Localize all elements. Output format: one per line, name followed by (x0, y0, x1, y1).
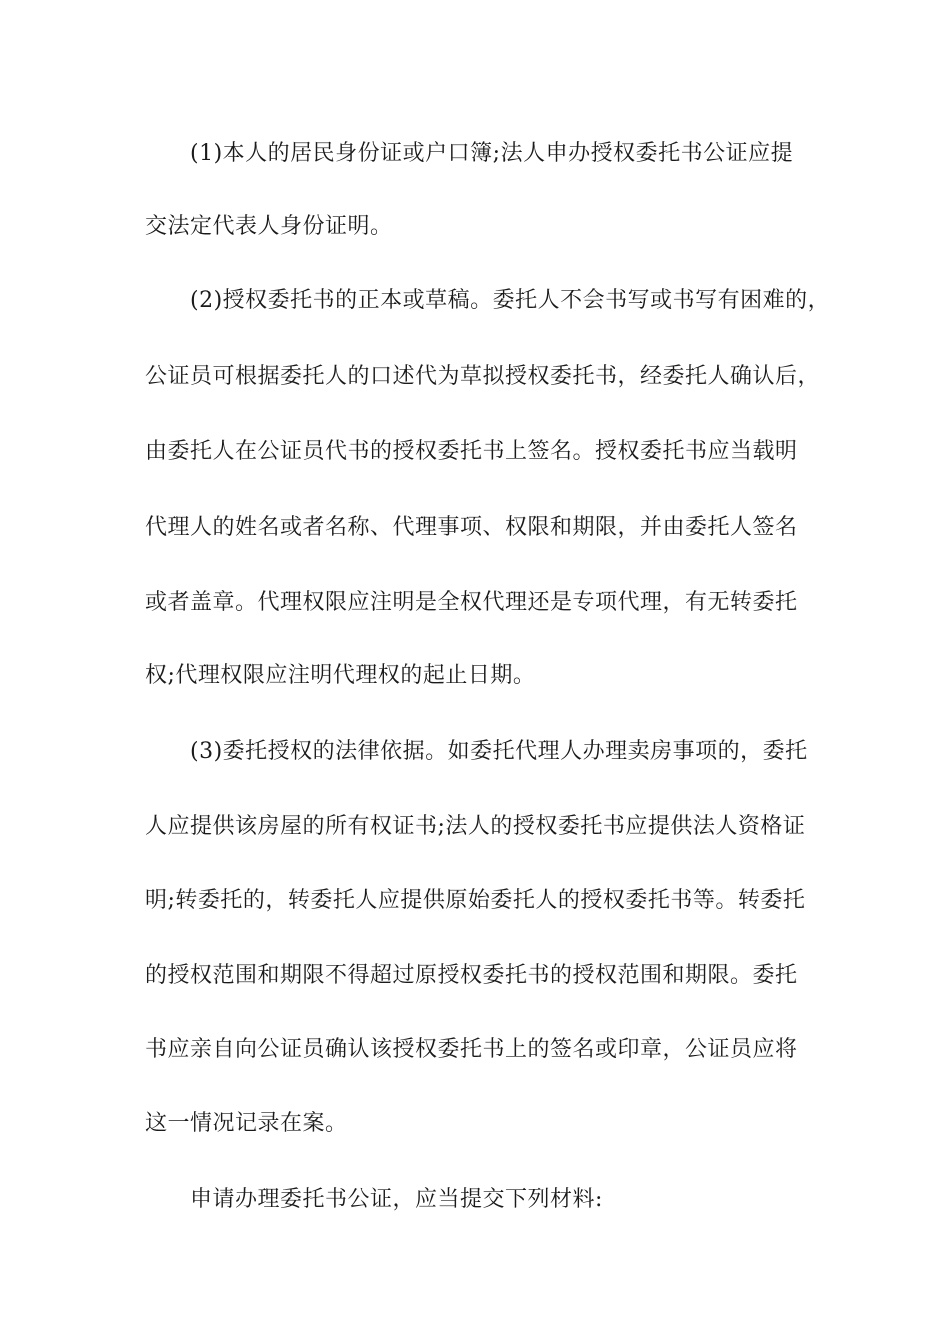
paragraph-4-line-1: 申请办理委托书公证，应当提交下列材料: (190, 1187, 603, 1212)
paragraph-1-line-2: 交法定代表人身份证明。 (145, 214, 393, 239)
paragraph-2-line-5: 或者盖章。代理权限应注明是全权代理还是专项代理，有无转委托 (145, 590, 798, 615)
paragraph-3-line-1: (3)委托授权的法律依据。如委托代理人办理卖房事项的，委托 (190, 739, 808, 764)
paragraph-3-line-4: 的授权范围和期限不得超过原授权委托书的授权范围和期限。委托 (145, 963, 798, 988)
paragraph-3-line-2: 人应提供该房屋的所有权证书;法人的授权委托书应提供法人资格证 (145, 814, 806, 839)
paragraph-2-line-3: 由委托人在公证员代书的授权委托书上签名。授权委托书应当载明 (145, 439, 798, 464)
paragraph-3-line-6: 这一情况记录在案。 (145, 1111, 348, 1136)
paragraph-1-line-1: (1)本人的居民身份证或户口簿;法人申办授权委托书公证应提 (190, 141, 794, 166)
paragraph-2-line-1: (2)授权委托书的正本或草稿。委托人不会书写或书写有困难的， (190, 288, 831, 313)
paragraph-2-line-4: 代理人的姓名或者名称、代理事项、权限和期限，并由委托人签名 (145, 515, 798, 540)
paragraph-2-line-2: 公证员可根据委托人的口述代为草拟授权委托书，经委托人确认后， (145, 364, 821, 389)
paragraph-2-line-6: 权;代理权限应注明代理权的起止日期。 (145, 663, 536, 688)
paragraph-3-line-5: 书应亲自向公证员确认该授权委托书上的签名或印章，公证员应将 (145, 1037, 798, 1062)
paragraph-3-line-3: 明;转委托的，转委托人应提供原始委托人的授权委托书等。转委托 (145, 888, 806, 913)
